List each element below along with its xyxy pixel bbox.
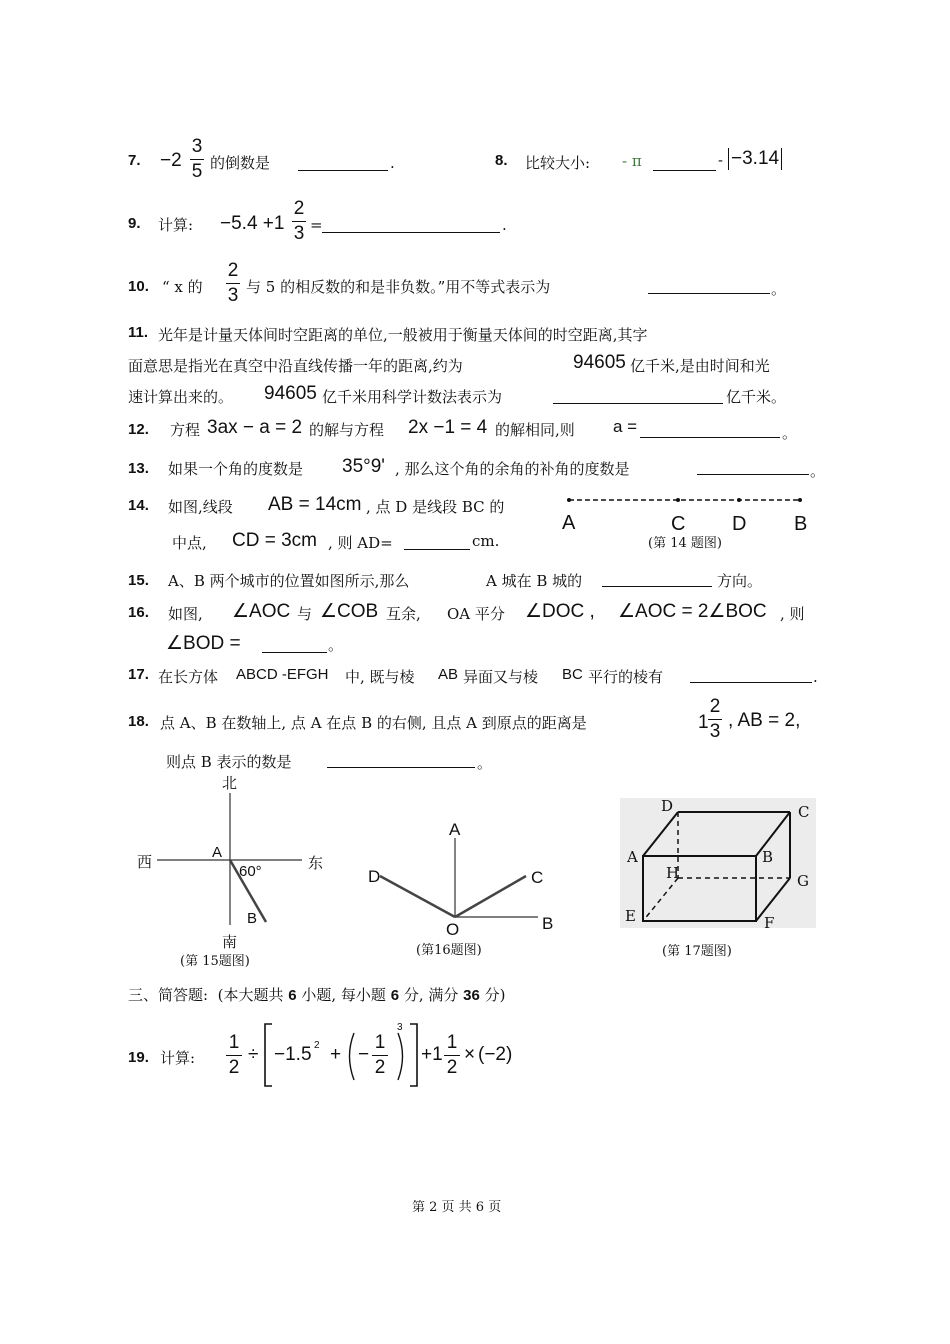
fig17-label-g: G	[797, 872, 809, 890]
q9-number: 9.	[128, 215, 141, 232]
fig15-west: 西	[137, 853, 153, 871]
q15-text-a: A、B 两个城市的位置如图所示,那么	[168, 572, 410, 590]
q12-text-c: 的解相同,则	[495, 421, 575, 439]
q19-plus-one: +1	[421, 1044, 443, 1065]
q13-number: 13.	[128, 460, 149, 477]
q7-fraction: 3 5	[191, 136, 203, 182]
q16-oa: OA 平分	[447, 605, 505, 623]
q12-text-a: 方程	[170, 421, 201, 439]
q14-label-d: D	[732, 513, 747, 535]
q18-text-b: , AB = 2,	[728, 710, 801, 731]
q12-eq1: 3ax − a = 2	[207, 417, 303, 438]
page-footer: 第 2 页 共 6 页	[412, 1200, 502, 1215]
q7-text: 的倒数是	[210, 154, 271, 172]
q14-label-b: B	[794, 513, 808, 535]
q17-text-d: 平行的棱有	[588, 668, 664, 686]
fig17-label-h: H	[666, 864, 680, 882]
q17-end: .	[813, 668, 818, 686]
q14-caption: (第 14 题图)	[648, 536, 722, 551]
q16-cob: ∠COB	[320, 601, 379, 622]
fig17-caption: (第 17题图)	[662, 944, 732, 959]
q12-end: 。	[782, 424, 798, 442]
q19-text: 计算:	[160, 1049, 196, 1067]
q11-value: 94605	[573, 352, 626, 373]
q15-number: 15.	[128, 572, 149, 589]
q19-right-paren	[398, 1033, 403, 1080]
q16-number: 16.	[128, 604, 149, 621]
q14-label-a: A	[562, 512, 576, 534]
q16-doc: ∠DOC ,	[525, 601, 595, 622]
q9-period: .	[502, 216, 507, 234]
fig16-label-a: A	[449, 820, 461, 839]
q11-line1: 光年是计量天体间时空距离的单位,一般被用于衡量天体间的时空距离,其字	[158, 326, 648, 344]
fig16-label-d: D	[368, 867, 381, 886]
q18-whole: 1	[698, 712, 709, 733]
fig17-label-d: D	[661, 797, 674, 815]
fig15-caption: (第 15题图)	[180, 954, 250, 969]
q16-yu: 与	[297, 605, 313, 623]
q8-abs-prefix: -	[718, 152, 723, 169]
fig17-label-e: E	[625, 907, 636, 925]
q19-divide: ÷	[248, 1044, 259, 1065]
q16-aoc: ∠AOC	[232, 601, 291, 622]
q16-bod: ∠BOD =	[166, 633, 241, 654]
q19-times: ×	[464, 1044, 476, 1065]
fig15-south: 南	[222, 933, 238, 951]
q12-a-eq: a =	[613, 417, 638, 436]
fig15-label-b: B	[247, 910, 258, 927]
q11-line3b: 亿千米用科学计数法表示为	[322, 388, 503, 406]
fig15-north: 北	[222, 774, 238, 792]
q19-square: 2	[314, 1040, 320, 1051]
q19-left-bracket	[265, 1024, 272, 1086]
q11-value2: 94605	[264, 383, 317, 404]
q7-number: 7.	[128, 152, 141, 169]
q9-equals: =	[310, 216, 323, 234]
q19-left-paren	[350, 1033, 355, 1080]
q18-text-c: 则点 B 表示的数是	[166, 753, 292, 771]
q14-cd: CD = 3cm	[232, 530, 317, 551]
q19-cube: 3	[397, 1022, 403, 1033]
q16-cond: ∠AOC = 2∠BOC	[618, 601, 767, 622]
q8-pi: - π	[622, 152, 642, 170]
q16-text-c: , 则	[780, 605, 805, 623]
q14-number: 14.	[128, 497, 149, 514]
q15-text-c: 方向。	[717, 572, 763, 590]
q13-end: 。	[810, 462, 826, 480]
q14-label-c: C	[671, 513, 686, 535]
q11-line2a: 面意思是指光在真空中沿直线传播一年的距离,约为	[128, 357, 463, 375]
q7-period: .	[390, 154, 395, 172]
q9-expr: −5.4 +1	[220, 213, 285, 234]
fig17-label-f: F	[764, 914, 775, 932]
q13-text-b: , 那么这个角的余角的补角的度数是	[395, 460, 630, 478]
q19-minus: −	[358, 1044, 370, 1065]
fig17-label-b: B	[762, 848, 774, 866]
q16-text-a: 如图,	[168, 605, 203, 623]
q14-text-a: 如图,线段	[168, 498, 233, 516]
q17-name: ABCD -EFGH	[236, 666, 329, 683]
q19-mixed-fraction: 1 2	[444, 1032, 460, 1079]
section3-heading: 三、简答题: (本大题共 6 小题, 每小题 6 分, 满分 36 分)	[128, 986, 506, 1004]
q18-number: 18.	[128, 713, 149, 730]
q18-end: 。	[477, 754, 493, 772]
q19-plus: +	[330, 1044, 342, 1065]
fig17-label-c: C	[798, 803, 810, 821]
q17-ab: AB	[438, 666, 459, 683]
q17-text-c: 异面又与棱	[463, 668, 539, 686]
q17-text-a: 在长方体	[158, 668, 219, 686]
q15-text-b: A 城在 B 城的	[486, 572, 583, 590]
q16-end: 。	[328, 636, 344, 654]
q19-term1: −1.5	[274, 1044, 312, 1065]
q10-fraction: 2 3	[227, 260, 239, 306]
q12-text-b: 的解与方程	[309, 421, 385, 439]
q17-number: 17.	[128, 666, 149, 683]
q11-line3c: 亿千米。	[726, 388, 787, 406]
q14-text-c: 中点,	[172, 534, 207, 552]
q11-line2b: 亿千米,是由时间和光	[630, 357, 770, 375]
q9-fraction: 2 3	[293, 198, 305, 244]
q13-text-a: 如果一个角的度数是	[168, 460, 304, 478]
fig16-label-c: C	[531, 868, 544, 887]
q12-number: 12.	[128, 421, 149, 438]
fig15-label-a: A	[212, 844, 223, 861]
q10-number: 10.	[128, 278, 149, 295]
q8-abs-value: −3.14	[728, 148, 782, 170]
fig16-caption: (第16题图)	[416, 943, 482, 958]
q14-unit: cm.	[472, 532, 500, 550]
q18-text-a: 点 A、B 在数轴上, 点 A 在点 B 的右侧, 且点 A 到原点的距离是	[160, 714, 587, 732]
q10-text-a: “ x 的	[162, 278, 203, 296]
fig15-east: 东	[308, 854, 324, 872]
q16-text-b: 互余,	[386, 605, 421, 623]
q19-neg-two: (−2)	[478, 1044, 513, 1065]
q19-number: 19.	[128, 1049, 149, 1066]
q19-inner-fraction: 1 2	[372, 1032, 388, 1079]
fig15-angle: 60°	[239, 863, 262, 880]
fig16-label-o: O	[446, 920, 460, 939]
q10-end: 。	[771, 280, 787, 298]
q19-right-bracket	[410, 1024, 417, 1086]
q9-text: 计算:	[158, 216, 194, 234]
q11-number: 11.	[128, 324, 149, 341]
q8-number: 8.	[495, 152, 508, 169]
q17-text-b: 中, 既与棱	[345, 668, 415, 686]
q14-text-d: , 则 AD=	[328, 534, 393, 552]
q17-bc: BC	[562, 666, 583, 683]
q11-line3a: 速计算出来的。	[128, 388, 234, 406]
q8-text: 比较大小:	[525, 154, 591, 172]
fig16-label-b: B	[542, 914, 554, 933]
q14-text-b: , 点 D 是线段 BC 的	[366, 498, 505, 516]
q12-eq2: 2x −1 = 4	[408, 417, 488, 438]
q19-half-fraction: 1 2	[226, 1032, 242, 1079]
q18-fraction: 2 3	[709, 696, 721, 742]
q13-angle: 35°9'	[342, 456, 385, 477]
fig17-label-a: A	[627, 848, 638, 866]
q14-ab: AB = 14cm	[268, 494, 362, 515]
q10-text-b: 与 5 的相反数的和是非负数。”用不等式表示为	[246, 278, 551, 296]
q7-minus-two: −2	[160, 150, 182, 171]
